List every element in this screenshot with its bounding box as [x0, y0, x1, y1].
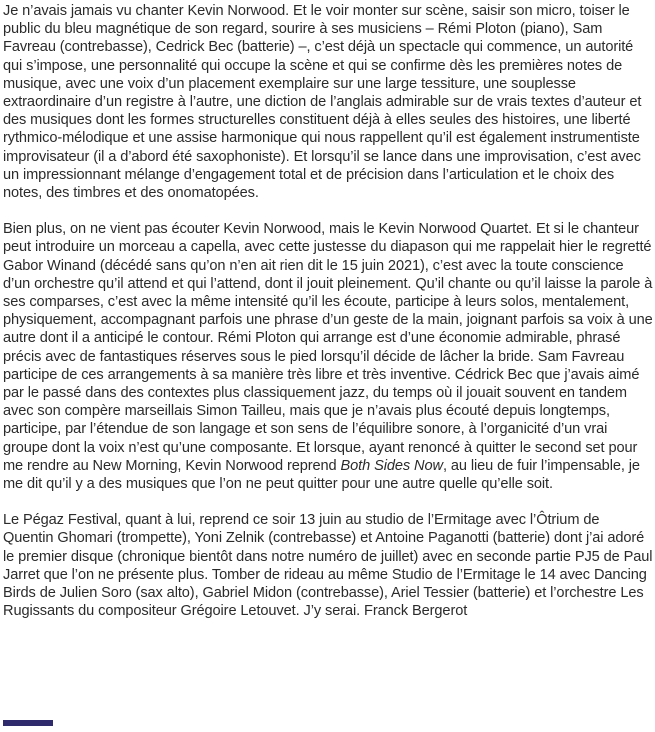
- paragraph-festival: [3, 511, 653, 620]
- article-body: [3, 0, 653, 639]
- paragraph-text: Le Pégaz Festival, quant à lui, reprend ce soir 13 juin au studio de l’Ermitage avec l’Ôtrium de Quentin Ghomari (trompette), Yoni Zelnik (contrebasse) et Antoine Paganotti (batterie) dont j’ai adoré le premier disque (chronique bientôt dans notre numéro de juillet) avec en seconde partie PJ5 de Paul Jarret que l’on ne présente plus. Tomber de rideau au même Studio de l’Ermitage le 14 avec Dancing Birds de Julien Soro (sax alto), Gabriel Midon (contrebasse), Ariel Tessier (batterie) et l’orchestre Les Rugissants du compositeur Grégoire Letouvet. J’y serai. Franck Bergerot: [3, 512, 653, 620]
- paragraph-text: Je n’avais jamais vu chanter Kevin Norwood. Et le voir monter sur scène, saisir son micro, toiser le public du bleu magnétique de son regard, sourire à ses musiciens – Rémi Ploton (piano), Sam Favreau (contrebasse), Cedrick Bec (batterie) –, c’est déjà un spectacle qui commence, un autorité qui s’impose, une personnalité qui occupe la scène et qui se confirme dès les premières notes de musique, avec une voix d’un placement exemplaire sur une large tessiture, une souplesse extraordinaire d’un registre à l’autre, une diction de l’anglais admirable sur de vrais textes d’auteur et des musiques dont les formes structurelles constituent déjà à elles seules des histoires, une liberté rythmico-mélodique et une assise harmonique qui nous rappellent qu’il est également instrumentiste improvisateur (il a d’abord été saxophoniste). Et lorsqu’il se lance dans une improvisation, c’est avec un impressionnant mélange d’engagement total et de précision dans l’articulation et le choix des notes, des timbres et des onomatopées.: [3, 3, 642, 202]
- paragraph-quartet: [3, 220, 653, 493]
- paragraph-text-continued: , au lieu de fuir l’impensable, je me dit qu’il y a des musiques que l’on ne peut quitter pour une autre quelle qu’elle soit.: [3, 457, 640, 493]
- paragraph-text: Bien plus, on ne vient pas écouter Kevin Norwood, mais le Kevin Norwood Quartet. Et si le chanteur peut introduire un morceau a capella, avec cette justesse du diapason qui me rappelait hier le regretté Gabor Winand (décédé sans qu’on n’en ait rien dit le 15 juin 2021), c’est avec la toute conscience d’un orchestre qu’il attend et qui l’attend, dont il jouit pleinement. Qu’il chante ou qu’il laisse la parole à ses comparses, c’est avec la même intensité qu’il les écoute, participe à leurs solos, mentalement, physiquement, accompagnant parfois une phrase d’un geste de la main, joignant parfois sa voix à une autre dont il a anticipé le contour. Rémi Ploton qui arrange est d’une économie admirable, phrasé précis avec de fantastiques réserves sous le pied lorsqu’il décide de lâcher la bride. Sam Favreau participe de ces arrangements à sa manière très libre et très inventive. Cédrick Bec que j’avais aimé par le passé dans des contextes plus classiquement jazz, du temps où il jouait souvent en tandem avec son compère marseillais Simon Tailleu, mais que je n’avais plus écouté depuis longtemps, participe, par l’étendue de son langage et son sens de l’équilibre sonore, à l’organicité d’un vrai groupe dont la voix n’est qu’une composante. Et lorsque, ayant renoncé à quitter le second set pour me rendre au New Morning, Kevin Norwood reprend: [3, 221, 653, 474]
- song-title: Both Sides Now: [340, 457, 443, 474]
- section-divider: [3, 720, 53, 726]
- paragraph-concert-review: [3, 2, 653, 202]
